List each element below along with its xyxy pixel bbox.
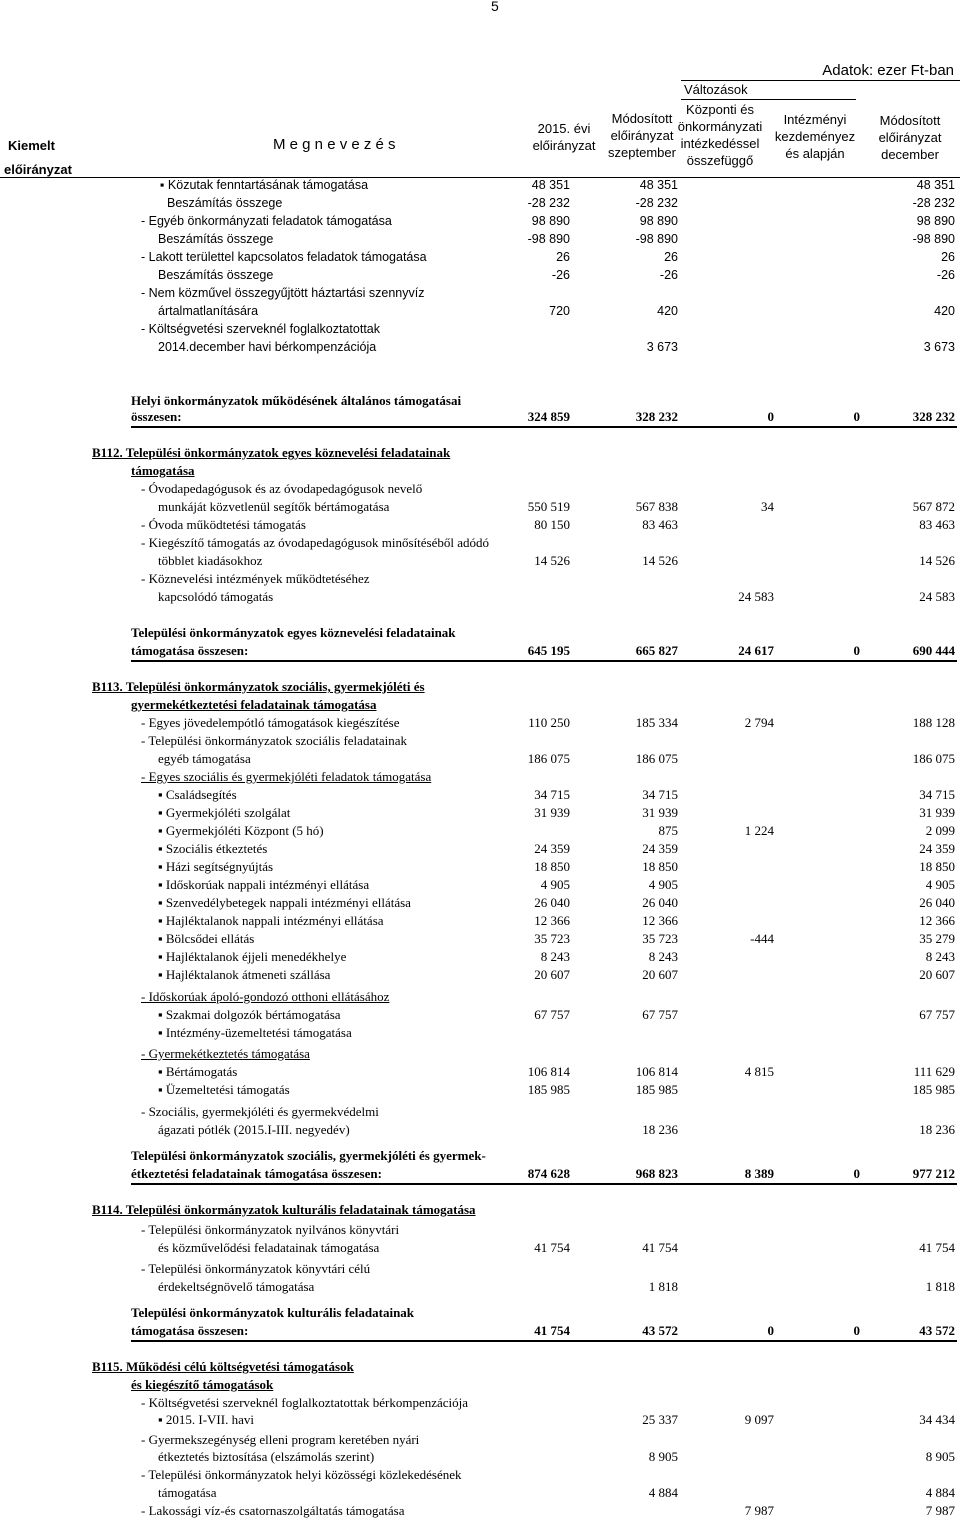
value-kozponti-valtozas: 8 389 bbox=[744, 1166, 774, 1181]
value-intezmenyi-valtozas: 0 bbox=[853, 643, 860, 658]
value-modositott-december: 48 351 bbox=[916, 178, 955, 192]
value-2015-evi: 67 757 bbox=[534, 1007, 570, 1022]
row-label: - Költségvetési szerveknél foglalkoztatottak bbox=[141, 322, 381, 336]
value-modositott-december: 8 905 bbox=[925, 1449, 955, 1464]
value-modositott-december: 34 715 bbox=[919, 787, 955, 802]
row-label: munkáját közvetlenül segítők bértámogatása bbox=[158, 499, 390, 514]
value-2015-evi: 186 075 bbox=[527, 751, 570, 766]
value-modositott-december: 567 872 bbox=[912, 499, 955, 514]
row-label: Beszámítás összege bbox=[158, 232, 274, 246]
value-modositott-szeptember: 665 827 bbox=[635, 643, 678, 658]
value-modositott-szeptember: 8 905 bbox=[648, 1449, 678, 1464]
value-modositott-szeptember: 8 243 bbox=[648, 949, 678, 964]
value-2015-evi: 35 723 bbox=[534, 931, 570, 946]
value-modositott-szeptember: -26 bbox=[659, 268, 678, 282]
header-mod-line2: előirányzat bbox=[610, 128, 674, 143]
value-kozponti-valtozas: 9 097 bbox=[744, 1412, 774, 1427]
value-2015-evi: 550 519 bbox=[527, 499, 570, 514]
value-modositott-december: 41 754 bbox=[919, 1240, 955, 1255]
value-kozponti-valtozas: 24 617 bbox=[738, 643, 774, 658]
value-modositott-szeptember: 26 bbox=[664, 250, 678, 264]
value-2015-evi: -28 232 bbox=[527, 196, 570, 210]
header-int-line1: Intézményi bbox=[783, 112, 847, 127]
value-2015-evi: 26 040 bbox=[534, 895, 570, 910]
value-modositott-december: 14 526 bbox=[919, 553, 955, 568]
value-modositott-szeptember: -28 232 bbox=[635, 196, 678, 210]
value-2015-evi: 106 814 bbox=[527, 1064, 570, 1079]
row-label: - Egyes szociális és gyermekjóléti feladatok támogatása bbox=[141, 769, 432, 784]
value-modositott-szeptember: 4 884 bbox=[648, 1485, 678, 1500]
row-label: - Egyéb önkormányzati feladatok támogatása bbox=[141, 214, 392, 228]
value-kozponti-valtozas: 0 bbox=[767, 409, 774, 424]
row-label: ▪ Szakmai dolgozók bértámogatása bbox=[158, 1007, 341, 1022]
value-modositott-december: 4 905 bbox=[925, 877, 955, 892]
value-modositott-december: -28 232 bbox=[912, 196, 955, 210]
row-label: és közművelődési feladatainak támogatása bbox=[158, 1240, 380, 1255]
header-valtozasok: Változások bbox=[684, 82, 748, 97]
total-rule bbox=[131, 1183, 957, 1185]
value-modositott-szeptember: 83 463 bbox=[642, 517, 678, 532]
header-kozp-line3: intézkedéssel bbox=[680, 136, 760, 151]
value-kozponti-valtozas: 24 583 bbox=[738, 589, 774, 604]
row-label: ▪ Hajléktalanok éjjeli menedékhelye bbox=[158, 949, 347, 964]
row-label: és kiegészítő támogatások bbox=[131, 1377, 274, 1392]
value-modositott-szeptember: 875 bbox=[658, 823, 678, 838]
row-label: - Gyermekétkeztetés támogatása bbox=[141, 1046, 310, 1061]
value-modositott-szeptember: 41 754 bbox=[642, 1240, 678, 1255]
header-megnevezes: M e g n e v e z é s bbox=[273, 136, 396, 153]
value-intezmenyi-valtozas: 0 bbox=[853, 409, 860, 424]
row-label: ▪ Bértámogatás bbox=[158, 1064, 238, 1079]
row-label: étkeztetési feladatainak támogatása összesen: bbox=[131, 1166, 382, 1181]
row-label: - Települési önkormányzatok könyvtári célú bbox=[141, 1261, 371, 1276]
value-modositott-december: 24 359 bbox=[919, 841, 955, 856]
value-modositott-december: 3 673 bbox=[923, 340, 955, 354]
value-modositott-december: 12 366 bbox=[919, 913, 955, 928]
value-modositott-december: 18 850 bbox=[919, 859, 955, 874]
value-modositott-szeptember: 18 850 bbox=[642, 859, 678, 874]
row-label: támogatása bbox=[131, 463, 195, 478]
row-label: - Települési önkormányzatok nyilvános könyvtári bbox=[141, 1222, 400, 1237]
value-modositott-december: 83 463 bbox=[919, 517, 955, 532]
row-label: B112. Települési önkormányzatok egyes köznevelési feladatainak bbox=[92, 445, 451, 460]
value-intezmenyi-valtozas: 0 bbox=[853, 1323, 860, 1338]
row-label: ártalmatlanítására bbox=[158, 304, 259, 318]
value-modositott-szeptember: -98 890 bbox=[635, 232, 678, 246]
value-2015-evi: -98 890 bbox=[527, 232, 570, 246]
value-modositott-december: 98 890 bbox=[916, 214, 955, 228]
value-modositott-december: 18 236 bbox=[919, 1122, 955, 1137]
value-2015-evi: 324 859 bbox=[527, 409, 570, 424]
value-kozponti-valtozas: -444 bbox=[750, 931, 774, 946]
value-2015-evi: 41 754 bbox=[534, 1240, 570, 1255]
value-modositott-szeptember: 98 890 bbox=[639, 214, 678, 228]
row-label: támogatása bbox=[158, 1485, 217, 1500]
row-label: étkeztetés biztosítása (elszámolás szerint) bbox=[158, 1449, 375, 1464]
header-dec-line1: Módosított bbox=[879, 113, 941, 128]
value-2015-evi: 98 890 bbox=[531, 214, 570, 228]
value-2015-evi: 14 526 bbox=[534, 553, 570, 568]
row-label: összesen: bbox=[131, 409, 182, 424]
total-rule bbox=[131, 1340, 957, 1342]
page-number: 5 bbox=[491, 0, 499, 14]
header-kozp-line1: Központi és bbox=[686, 102, 754, 117]
row-label: ▪ 2015. I-VII. havi bbox=[158, 1412, 254, 1427]
value-modositott-december: 24 583 bbox=[919, 589, 955, 604]
value-modositott-szeptember: 185 334 bbox=[635, 715, 678, 730]
row-label: ágazati pótlék (2015.I-III. negyedév) bbox=[158, 1122, 350, 1137]
header-kozp-line2: önkormányzati bbox=[677, 119, 763, 134]
header-evi-line1: 2015. évi bbox=[537, 121, 591, 136]
value-modositott-december: 185 985 bbox=[912, 1082, 955, 1097]
row-label: támogatása összesen: bbox=[131, 1323, 249, 1338]
row-label: 2014.december havi bérkompenzációja bbox=[158, 340, 377, 354]
row-label: - Köznevelési intézmények működtetéséhez bbox=[141, 571, 370, 586]
value-modositott-szeptember: 567 838 bbox=[635, 499, 678, 514]
value-modositott-december: -26 bbox=[936, 268, 955, 282]
value-modositott-szeptember: 31 939 bbox=[642, 805, 678, 820]
row-label: Beszámítás összege bbox=[158, 268, 274, 282]
header-int-line2: kezdeményez bbox=[774, 129, 856, 144]
value-modositott-december: 111 629 bbox=[913, 1064, 955, 1079]
value-modositott-december: 8 243 bbox=[925, 949, 955, 964]
value-modositott-december: 1 818 bbox=[925, 1279, 955, 1294]
value-modositott-december: 186 075 bbox=[912, 751, 955, 766]
value-modositott-december: 420 bbox=[934, 304, 955, 318]
header-mod-dec bbox=[862, 112, 958, 163]
value-intezmenyi-valtozas: 0 bbox=[853, 1166, 860, 1181]
row-label: ▪ Családsegítés bbox=[158, 787, 237, 802]
value-modositott-december: 31 939 bbox=[919, 805, 955, 820]
row-label: többlet kiadásokhoz bbox=[158, 553, 263, 568]
row-label: B115. Működési célú költségvetési támogatások bbox=[92, 1359, 354, 1374]
value-2015-evi: 4 905 bbox=[540, 877, 570, 892]
value-modositott-szeptember: 24 359 bbox=[642, 841, 678, 856]
row-label: Beszámítás összege bbox=[167, 196, 283, 210]
value-modositott-szeptember: 26 040 bbox=[642, 895, 678, 910]
header-dec-line3: december bbox=[881, 147, 939, 162]
row-label: - Települési önkormányzatok szociális feladatainak bbox=[141, 733, 407, 748]
value-2015-evi: 26 bbox=[556, 250, 570, 264]
header-eloiranyzat: előirányzat bbox=[4, 162, 72, 177]
value-kozponti-valtozas: 4 815 bbox=[744, 1064, 774, 1079]
row-label: ▪ Hajléktalanok nappali intézményi ellátása bbox=[158, 913, 384, 928]
value-modositott-szeptember: 3 673 bbox=[646, 340, 678, 354]
value-kozponti-valtozas: 2 794 bbox=[744, 715, 774, 730]
value-modositott-december: 2 099 bbox=[925, 823, 955, 838]
value-kozponti-valtozas: 34 bbox=[761, 499, 774, 514]
row-label: - Óvodapedagógusok és az óvodapedagógusok nevelő bbox=[141, 481, 423, 496]
row-label: - Időskorúak ápoló-gondozó otthoni ellátásához bbox=[141, 989, 390, 1004]
row-label: támogatása összesen: bbox=[131, 643, 249, 658]
value-2015-evi: 110 250 bbox=[528, 715, 570, 730]
value-2015-evi: 874 628 bbox=[527, 1166, 570, 1181]
value-modositott-szeptember: 968 823 bbox=[635, 1166, 678, 1181]
header-kozponti bbox=[670, 101, 770, 169]
row-label: Helyi önkormányzatok működésének általános támogatásai bbox=[131, 393, 462, 408]
row-label: Települési önkormányzatok kulturális feladatainak bbox=[131, 1305, 415, 1320]
value-modositott-szeptember: 48 351 bbox=[639, 178, 678, 192]
header-valtozasok-rule bbox=[681, 99, 856, 100]
value-modositott-szeptember: 106 814 bbox=[635, 1064, 678, 1079]
value-2015-evi: 31 939 bbox=[534, 805, 570, 820]
value-modositott-december: 26 bbox=[941, 250, 955, 264]
value-modositott-december: 67 757 bbox=[919, 1007, 955, 1022]
value-modositott-december: 26 040 bbox=[919, 895, 955, 910]
header-dec-line2: előirányzat bbox=[878, 130, 942, 145]
value-modositott-szeptember: 34 715 bbox=[642, 787, 678, 802]
row-label: ▪ Szenvedélybetegek nappali intézményi ellátása bbox=[158, 895, 411, 910]
row-label: - Költségvetési szerveknél foglalkoztatottak bérkompenzációja bbox=[141, 1395, 469, 1410]
value-modositott-szeptember: 43 572 bbox=[642, 1323, 678, 1338]
value-2015-evi: -26 bbox=[551, 268, 570, 282]
header-intezmenyi bbox=[770, 111, 860, 162]
value-modositott-szeptember: 67 757 bbox=[642, 1007, 678, 1022]
value-2015-evi: 41 754 bbox=[534, 1323, 570, 1338]
total-rule bbox=[131, 660, 957, 662]
value-2015-evi: 8 243 bbox=[540, 949, 570, 964]
value-2015-evi: 720 bbox=[549, 304, 570, 318]
value-2015-evi: 18 850 bbox=[534, 859, 570, 874]
value-modositott-szeptember: 20 607 bbox=[642, 967, 678, 982]
row-label: - Szociális, gyermekjóléti és gyermekvédelmi bbox=[141, 1104, 379, 1119]
value-modositott-december: 690 444 bbox=[912, 643, 955, 658]
value-2015-evi: 34 715 bbox=[534, 787, 570, 802]
row-label: B113. Települési önkormányzatok szociális, gyermekjóléti és bbox=[92, 679, 425, 694]
row-label: ▪ Bölcsődei ellátás bbox=[158, 931, 255, 946]
value-modositott-szeptember: 1 818 bbox=[648, 1279, 678, 1294]
row-label: - Települési önkormányzatok helyi közösségi közlekedésének bbox=[141, 1467, 462, 1482]
row-label: ▪ Szociális étkeztetés bbox=[158, 841, 268, 856]
value-modositott-december: -98 890 bbox=[912, 232, 955, 246]
total-rule bbox=[131, 426, 957, 428]
value-modositott-szeptember: 18 236 bbox=[642, 1122, 678, 1137]
value-modositott-szeptember: 25 337 bbox=[642, 1412, 678, 1427]
value-modositott-december: 4 884 bbox=[925, 1485, 955, 1500]
value-2015-evi: 24 359 bbox=[534, 841, 570, 856]
row-label: B114. Települési önkormányzatok kulturális feladatainak támogatása bbox=[92, 1202, 476, 1217]
header-mod-line3: szeptember bbox=[608, 145, 676, 160]
value-2015-evi: 20 607 bbox=[534, 967, 570, 982]
value-kozponti-valtozas: 0 bbox=[767, 1323, 774, 1338]
value-modositott-szeptember: 35 723 bbox=[642, 931, 678, 946]
row-label: ▪ Gyermekjóléti szolgálat bbox=[158, 805, 291, 820]
value-modositott-szeptember: 4 905 bbox=[648, 877, 678, 892]
value-2015-evi: 80 150 bbox=[534, 517, 570, 532]
value-modositott-december: 43 572 bbox=[919, 1323, 955, 1338]
value-2015-evi: 48 351 bbox=[531, 178, 570, 192]
value-modositott-szeptember: 185 985 bbox=[635, 1082, 678, 1097]
value-modositott-szeptember: 12 366 bbox=[642, 913, 678, 928]
row-label: - Egyes jövedelempótló támogatások kiegészítése bbox=[141, 715, 400, 730]
header-evi-line2: előirányzat bbox=[532, 138, 596, 153]
header-kozp-line4: összefüggő bbox=[686, 153, 754, 168]
row-label: ▪ Közutak fenntartásának támogatása bbox=[160, 178, 369, 192]
value-modositott-december: 34 434 bbox=[919, 1412, 955, 1427]
row-label: ▪ Gyermekjóléti Központ (5 hó) bbox=[158, 823, 324, 838]
row-label: ▪ Üzemeltetési támogatás bbox=[158, 1082, 290, 1097]
value-kozponti-valtozas: 1 224 bbox=[744, 823, 774, 838]
value-modositott-december: 977 212 bbox=[912, 1166, 955, 1181]
value-modositott-december: 20 607 bbox=[919, 967, 955, 982]
row-label: ▪ Hajléktalanok átmeneti szállása bbox=[158, 967, 331, 982]
unit-note: Adatok: ezer Ft-ban bbox=[822, 62, 954, 79]
row-label: - Lakossági víz-és csatornaszolgáltatás támogatása bbox=[141, 1503, 405, 1518]
header-bottom-rule bbox=[0, 177, 960, 178]
value-modositott-szeptember: 14 526 bbox=[642, 553, 678, 568]
value-modositott-szeptember: 328 232 bbox=[635, 409, 678, 424]
value-2015-evi: 645 195 bbox=[527, 643, 570, 658]
value-modositott-december: 35 279 bbox=[919, 931, 955, 946]
row-label: - Kiegészítő támogatás az óvodapedagógusok minősítéséből adódó bbox=[141, 535, 490, 550]
row-label: Települési önkormányzatok egyes köznevelési feladatainak bbox=[131, 625, 456, 640]
row-label: ▪ Házi segítségnyújtás bbox=[158, 859, 274, 874]
value-modositott-szeptember: 420 bbox=[657, 304, 678, 318]
header-int-line3: és alapján bbox=[785, 146, 845, 161]
row-label: egyéb támogatása bbox=[158, 751, 251, 766]
value-kozponti-valtozas: 7 987 bbox=[744, 1503, 774, 1518]
value-modositott-december: 7 987 bbox=[925, 1503, 955, 1518]
value-modositott-december: 188 128 bbox=[912, 715, 955, 730]
row-label: - Óvoda működtetési támogatás bbox=[141, 517, 306, 532]
value-modositott-szeptember: 186 075 bbox=[635, 751, 678, 766]
header-mod-line1: Módosított bbox=[611, 111, 673, 126]
row-label: kapcsolódó támogatás bbox=[158, 589, 274, 604]
value-modositott-december: 328 232 bbox=[912, 409, 955, 424]
row-label: ▪ Időskorúak nappali intézményi ellátása bbox=[158, 877, 370, 892]
row-label: gyermekétkeztetési feladatainak támogatása bbox=[131, 697, 377, 712]
row-label: érdekeltségnövelő támogatása bbox=[158, 1279, 315, 1294]
value-2015-evi: 12 366 bbox=[534, 913, 570, 928]
row-label: ▪ Intézmény-üzemeltetési támogatása bbox=[158, 1025, 352, 1040]
value-2015-evi: 185 985 bbox=[527, 1082, 570, 1097]
header-kiemelt: Kiemelt bbox=[8, 138, 55, 153]
row-label: - Nem közművel összegyűjtött háztartási szennyvíz bbox=[141, 286, 425, 300]
row-label: - Lakott területtel kapcsolatos feladatok támogatása bbox=[141, 250, 427, 264]
row-label: - Gyermekszegénység elleni program keretében nyári bbox=[141, 1432, 420, 1447]
row-label: Települési önkormányzatok szociális, gyermekjóléti és gyermek- bbox=[131, 1148, 486, 1163]
